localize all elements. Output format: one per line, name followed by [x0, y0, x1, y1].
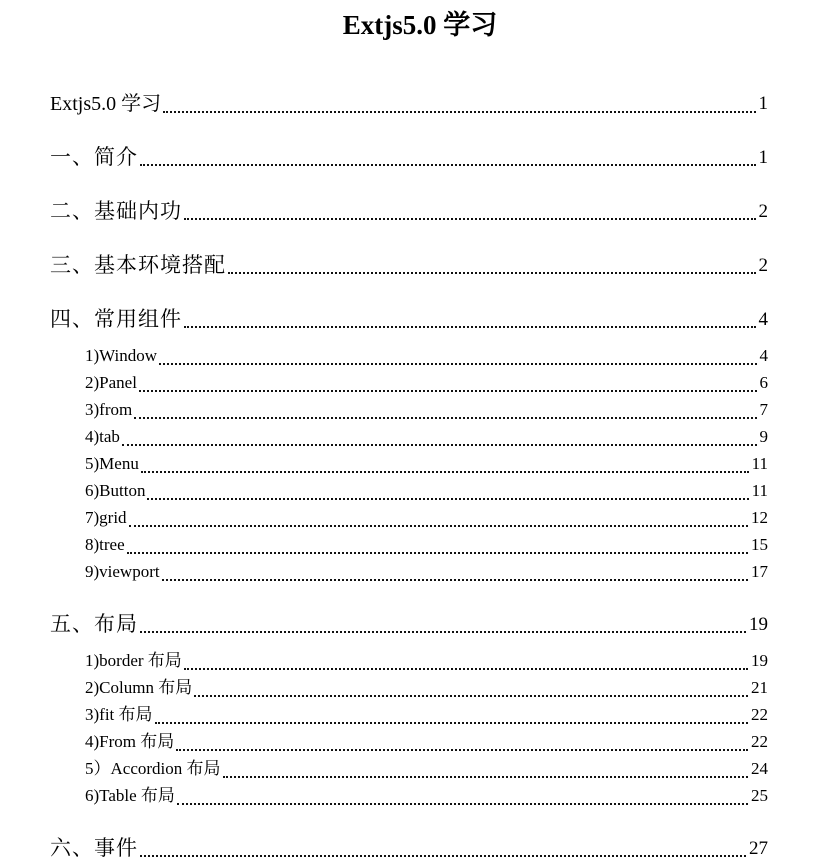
toc-entry-label: 六、事件 [50, 837, 138, 860]
toc-entry-page: 2 [758, 201, 768, 222]
toc-entry-label: 三、基本环境搭配 [50, 254, 226, 277]
toc-entry-label: 8)tree [85, 535, 125, 554]
toc-entry-page: 2 [758, 255, 768, 276]
dot-leader [184, 668, 748, 670]
toc-entry[interactable] [50, 755, 768, 782]
toc-entry-label: 五、布局 [50, 613, 138, 636]
dot-leader [184, 218, 756, 220]
toc-entry-page: 9 [759, 427, 768, 446]
toc-entry[interactable] [50, 728, 768, 755]
toc-entry[interactable] [50, 504, 768, 531]
toc-entry-page: 22 [751, 705, 768, 724]
toc-entry-page: 11 [751, 481, 768, 500]
dot-leader [141, 471, 749, 473]
dot-leader [223, 776, 748, 778]
toc-entry-page: 1 [758, 147, 768, 168]
dot-leader [176, 749, 748, 751]
toc-entry-label: 6)Table 布局 [85, 786, 175, 805]
toc-entry-label: 5）Accordion 布局 [85, 759, 221, 778]
toc-entry[interactable] [50, 674, 768, 701]
document-title: Extjs5.0 学习 [342, 10, 498, 40]
toc-entry[interactable] [50, 396, 768, 423]
toc-entry-label: 2)Column 布局 [85, 678, 193, 697]
toc-entry-label: 6)Button [85, 481, 146, 500]
toc-entry-page: 4 [759, 346, 768, 365]
toc-entry-page: 17 [751, 562, 768, 581]
toc-entry[interactable] [50, 306, 768, 334]
toc-entry[interactable] [50, 90, 768, 118]
dot-leader [139, 390, 757, 392]
toc-entry[interactable] [50, 701, 768, 728]
toc-entry-label: 四、常用组件 [50, 308, 182, 331]
toc-entry-label: 9)viewport [85, 562, 160, 581]
toc-entry-page: 4 [758, 309, 768, 330]
toc-entry-page: 12 [751, 508, 768, 527]
toc-entry-label: 1)Window [85, 346, 158, 365]
dot-leader [127, 552, 748, 554]
toc-entry-page: 27 [749, 838, 768, 859]
dot-leader [134, 417, 756, 419]
toc-entry-label: 二、基础内功 [50, 200, 182, 223]
toc-entry-page: 1 [758, 93, 768, 114]
toc-entry[interactable] [50, 611, 768, 639]
dot-leader [194, 695, 748, 697]
dot-leader [147, 498, 748, 500]
toc-entry-page: 19 [749, 614, 768, 635]
dot-leader [140, 631, 746, 633]
toc-entry-page: 21 [751, 678, 768, 697]
dot-leader [162, 579, 748, 581]
toc-entry-label: Extjs5.0 学习 [50, 93, 162, 115]
dot-leader [140, 164, 756, 166]
toc-entry[interactable] [50, 835, 768, 863]
toc-entry[interactable] [50, 252, 768, 280]
toc-entry[interactable] [50, 782, 768, 809]
dot-leader [228, 272, 756, 274]
toc-entry[interactable] [50, 342, 768, 369]
toc-entry[interactable] [50, 198, 768, 226]
toc-entry-page: 6 [759, 373, 768, 392]
toc-entry[interactable] [50, 144, 768, 172]
toc-entry-page: 25 [751, 786, 768, 805]
toc-entry[interactable] [50, 647, 768, 674]
table-of-contents [0, 90, 840, 863]
dot-leader [140, 855, 746, 857]
toc-entry-label: 一、简介 [50, 146, 138, 169]
toc-entry-page: 19 [751, 651, 768, 670]
toc-entry-page: 22 [751, 732, 768, 751]
toc-entry-label: 1)border 布局 [85, 651, 182, 670]
toc-entry[interactable] [50, 423, 768, 450]
dot-leader [184, 326, 756, 328]
toc-entry-label: 4)tab [85, 427, 120, 446]
toc-entry-page: 15 [751, 535, 768, 554]
toc-entry-label: 3)fit 布局 [85, 705, 153, 724]
toc-entry-label: 4)From 布局 [85, 732, 175, 751]
dot-leader [163, 111, 755, 113]
dot-leader [122, 444, 757, 446]
toc-entry[interactable] [50, 369, 768, 396]
toc-entry[interactable] [50, 477, 768, 504]
toc-entry-page: 24 [751, 759, 768, 778]
toc-entry-page: 7 [759, 400, 768, 419]
dot-leader [155, 722, 748, 724]
toc-entry-label: 5)Menu [85, 454, 139, 473]
toc-entry[interactable] [50, 558, 768, 585]
toc-entry-label: 3)from [85, 400, 133, 419]
toc-entry-page: 11 [751, 454, 768, 473]
dot-leader [177, 803, 748, 805]
toc-entry[interactable] [50, 450, 768, 477]
toc-entry[interactable] [50, 531, 768, 558]
toc-entry-label: 7)grid [85, 508, 127, 527]
dot-leader [159, 363, 756, 365]
toc-entry-label: 2)Panel [85, 373, 137, 392]
dot-leader [129, 525, 748, 527]
